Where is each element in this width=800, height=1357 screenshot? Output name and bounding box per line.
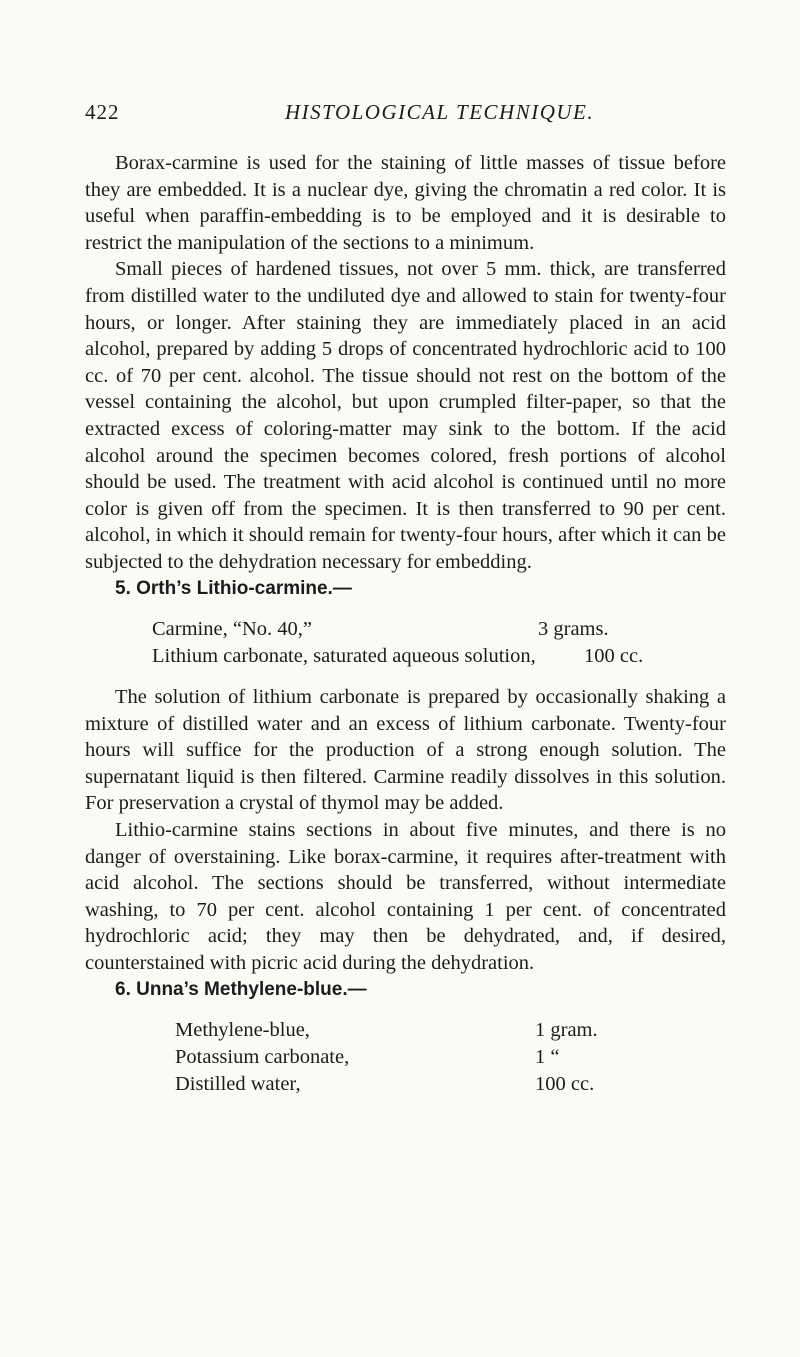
paragraph-borax-carmine-intro: Borax-carmine is used for the staining of little masses of tissue before they are embedded. It is a nuclear dye, giving the chromatin a red color. It is useful when paraffin-embedding is to be employed and it is desirable to restrict the manipulation of the sections to a minimum. — [85, 152, 726, 254]
ingredient-name: Lithium carbonate, saturated aqueous solution, — [152, 645, 536, 668]
page-header — [85, 100, 725, 130]
formula-methylene-blue — [175, 1017, 726, 1098]
formula-row — [175, 1044, 726, 1071]
formula-row — [175, 1071, 726, 1098]
paragraph-borax-carmine-method: Small pieces of hardened tissues, not over 5 mm. thick, are transferred from distilled water to the undiluted dye and allowed to stain for twenty-four hours, or longer. After staining they are immediately placed in an acid alcohol, prepared by adding 5 drops of concentrated hydrochloric acid to 100 cc. of 70 per cent. alcohol. The tissue should not rest on the bottom of the vessel containing the alcohol, but upon crumpled filter-paper, so that the extracted excess of coloring-matter may sink to the bottom. If the acid alcohol around the specimen becomes colored, fresh portions of alcohol should be used. The treatment with acid alcohol is continued until no more color is given off from the specimen. It is then transferred to 90 per cent. alcohol, in which it should remain for twenty-four hours, after which it can be subjected to the dehydration necessary for embedding. — [85, 258, 726, 573]
formula-lithio-carmine — [152, 616, 726, 670]
formula-row — [175, 1017, 726, 1044]
ingredient-amount: 3 grams. — [538, 618, 609, 641]
ingredient-name: Distilled water, — [175, 1073, 301, 1096]
ingredient-amount: 100 cc. — [535, 1073, 595, 1096]
paragraph-lithio-carmine-staining: Lithio-carmine stains sections in about five minutes, and there is no danger of overstaining. Like borax-carmine, it requires after-treatment with acid alcohol. The sections should be transferred, without intermediate washing, to 70 per cent. alcohol containing 1 per cent. of concentrated hydrochloric acid; they may then be dehydrated, and, if desired, counterstained with picric acid during the dehydration. — [85, 819, 726, 975]
page-body — [85, 150, 726, 1112]
ingredient-amount: 100 cc. — [584, 645, 644, 668]
ingredient-name: Methylene-blue, — [175, 1019, 310, 1042]
formula-row — [152, 616, 726, 643]
page-number: 422 — [85, 100, 120, 124]
ingredient-amount: 1 “ — [535, 1046, 560, 1069]
paragraph-lithium-solution: The solution of lithium carbonate is prepared by occasionally shaking a mixture of distilled water and an excess of lithium carbonate. Twenty-four hours will suffice for the production of a strong enough solution. The supernatant liquid is then filtered. Carmine readily dissolves in this solution. For preservation a crystal of thymol may be added. — [85, 686, 726, 815]
formula-row — [152, 643, 726, 670]
ingredient-name: Potassium carbonate, — [175, 1046, 350, 1069]
ingredient-name: Carmine, “No. 40,” — [152, 618, 312, 641]
running-title: HISTOLOGICAL TECHNIQUE. — [285, 100, 595, 124]
section-heading-lithio-carmine: 5. Orth’s Lithio-carmine.— — [115, 577, 352, 599]
ingredient-amount: 1 gram. — [535, 1019, 598, 1042]
section-heading-methylene-blue: 6. Unna’s Methylene-blue.— — [115, 978, 367, 1000]
